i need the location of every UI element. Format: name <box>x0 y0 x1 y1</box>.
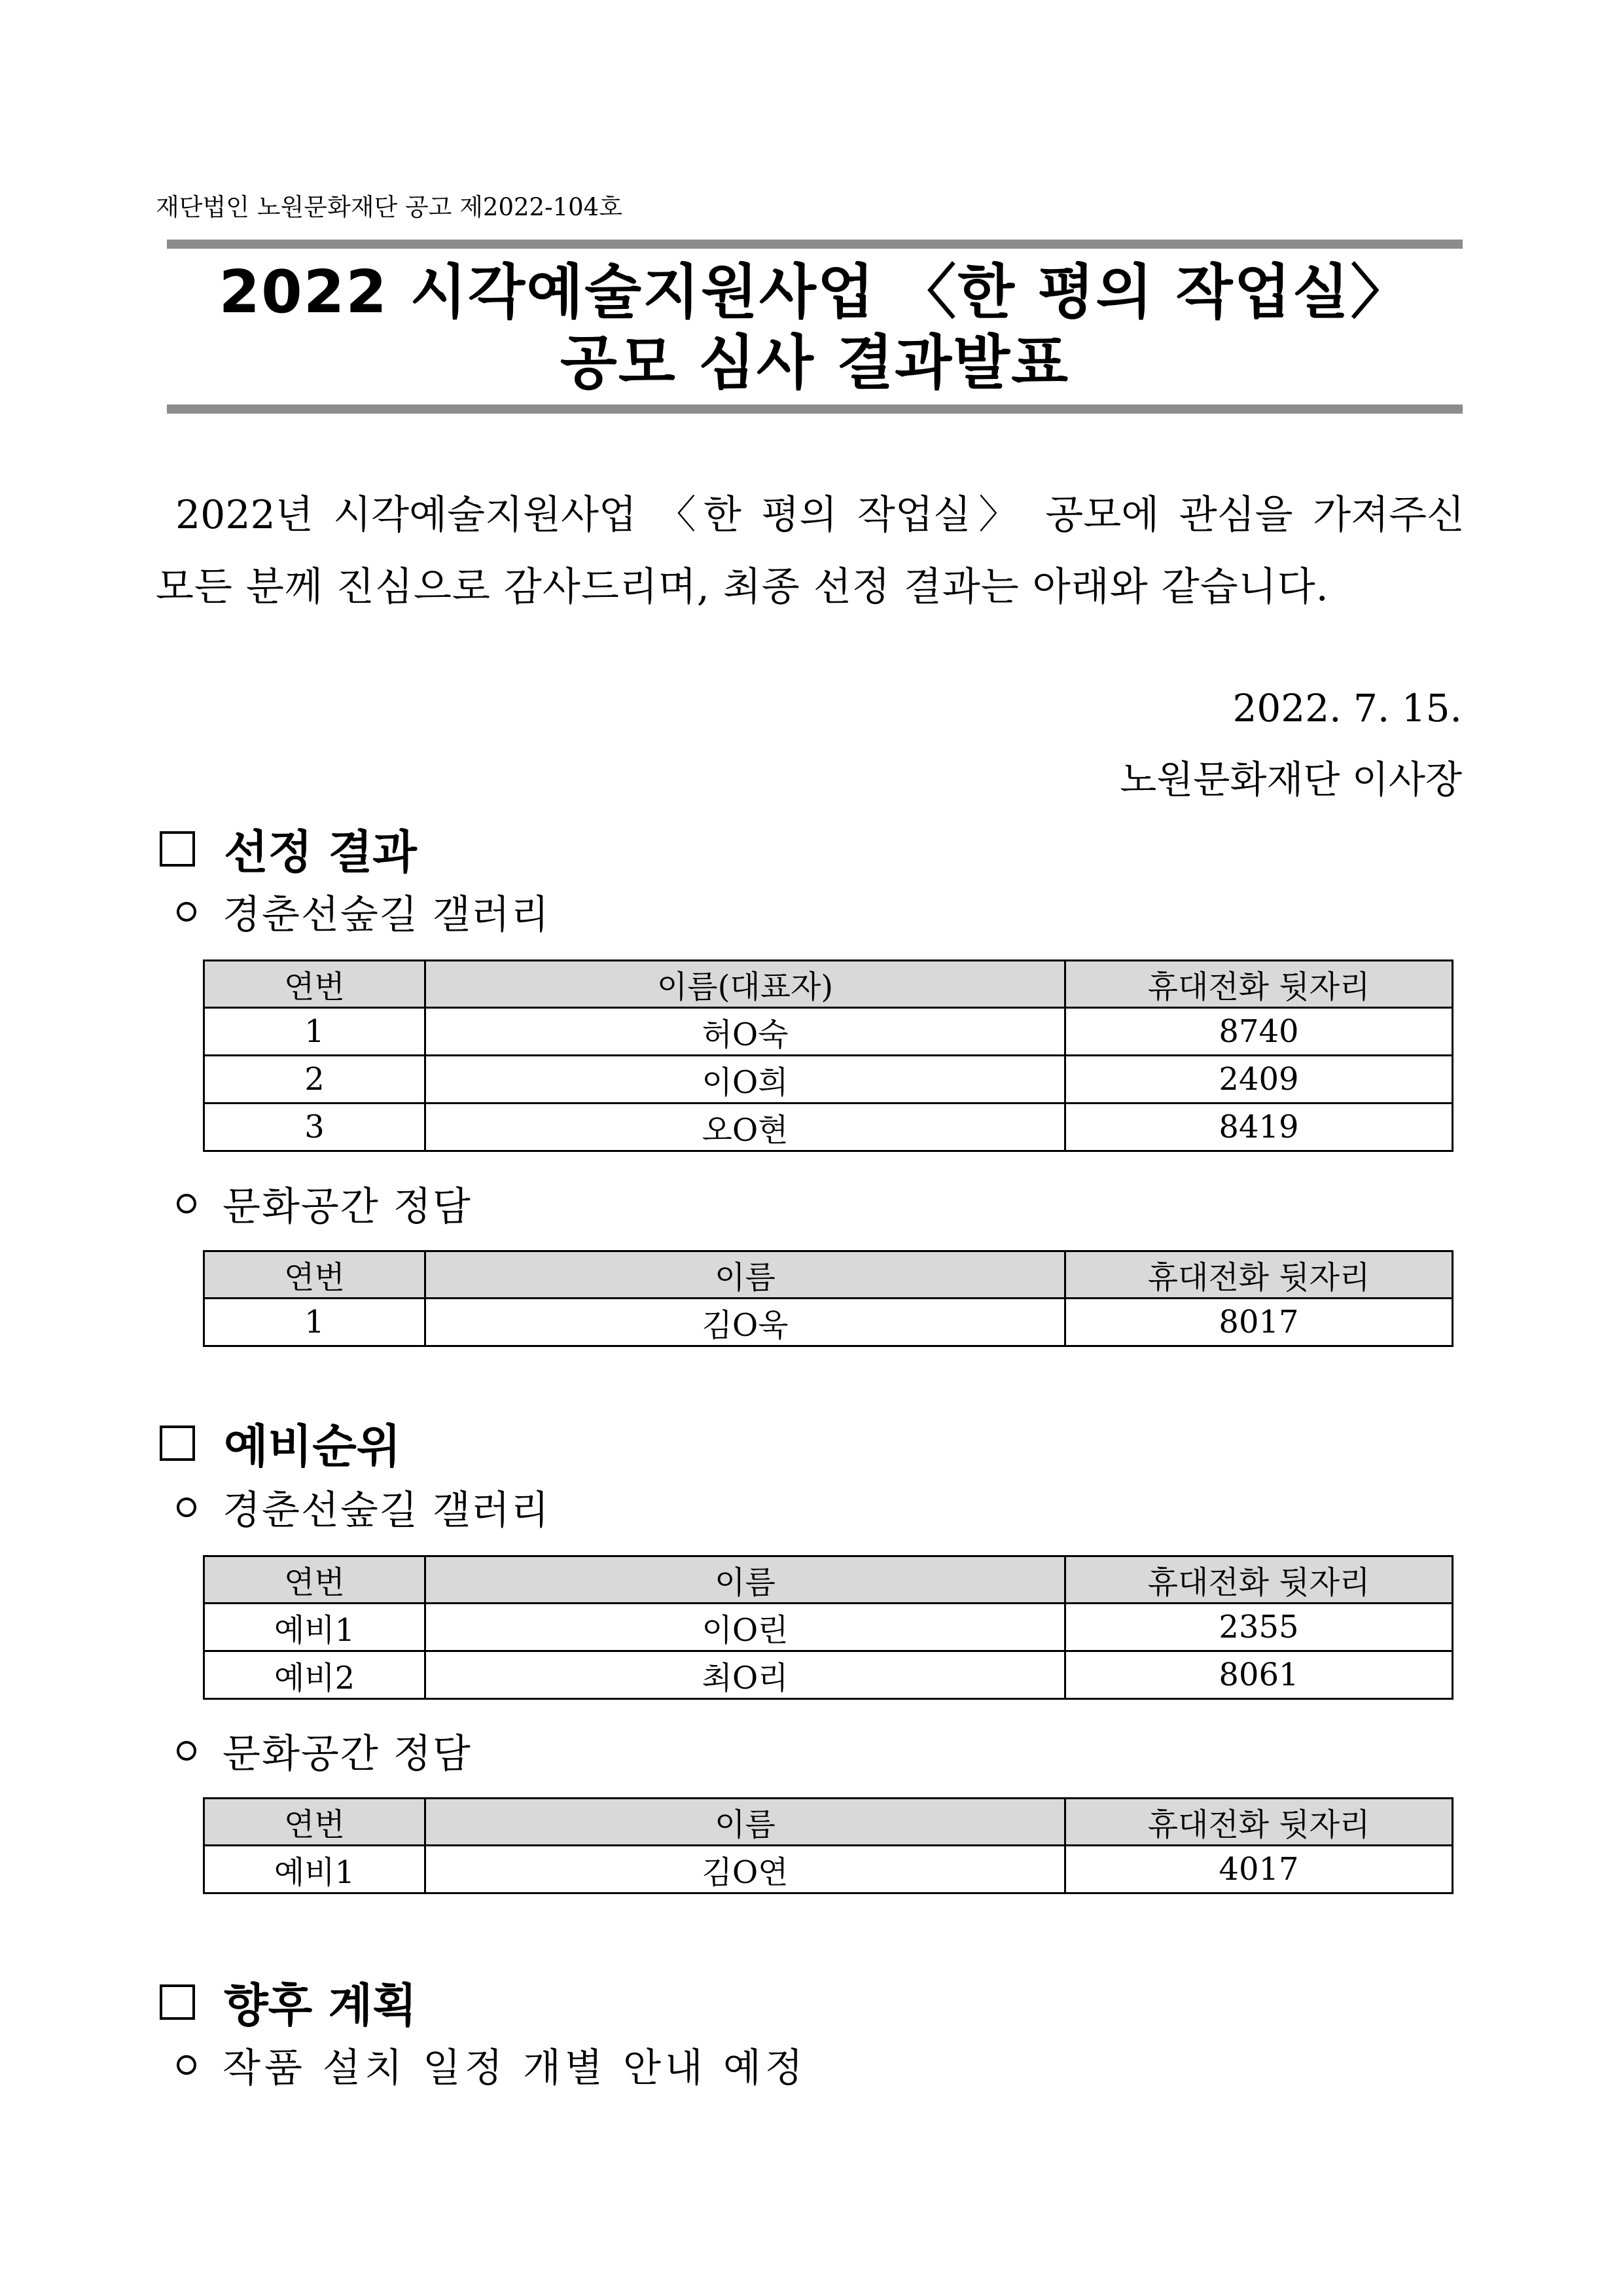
section-selection-heading: 선정 결과 <box>224 825 417 879</box>
col-header-phone: 휴대전화 뒷자리 <box>1065 961 1453 1008</box>
cell-phone: 4017 <box>1065 1846 1453 1893</box>
cell-name: 김O욱 <box>425 1299 1065 1346</box>
table-header-row <box>204 1799 1453 1846</box>
intro-line-1: 2022년 시각예술지원사업 〈한 평의 작업실〉 공모에 관심을 가져주신 <box>175 492 1465 538</box>
table-header-row <box>204 961 1453 1008</box>
table-header-row <box>204 1556 1453 1604</box>
cell-name: 최O리 <box>425 1651 1065 1699</box>
table-row <box>204 1008 1453 1056</box>
table-row <box>204 1103 1453 1151</box>
plan-item <box>177 2037 807 2093</box>
col-header-phone: 휴대전화 뒷자리 <box>1065 1799 1453 1846</box>
section-reserve-heading: 예비순위 <box>224 1420 401 1473</box>
selection-gallery-title: 경춘선숲길 갤러리 <box>223 892 550 938</box>
table-row <box>204 1299 1453 1346</box>
cell-number: 1 <box>204 1008 425 1056</box>
cell-number: 2 <box>204 1056 425 1103</box>
reserve-space-subheading <box>177 1723 472 1779</box>
cell-number: 예비1 <box>204 1604 425 1651</box>
table-row <box>204 1056 1453 1103</box>
title-bottom-rule <box>167 404 1463 414</box>
cell-name: 김O연 <box>425 1846 1065 1893</box>
col-header-name: 이름 <box>425 1251 1065 1299</box>
table-row <box>204 1604 1453 1651</box>
reserve-space-table <box>203 1797 1454 1894</box>
reserve-space-title: 문화공간 정담 <box>223 1731 472 1777</box>
notice-number: 재단법인 노원문화재단 공고 제2022-104호 <box>156 193 622 221</box>
col-header-name: 이름 <box>425 1799 1065 1846</box>
col-header-number: 연번 <box>204 961 425 1008</box>
cell-phone: 8419 <box>1065 1103 1453 1151</box>
circle-bullet-icon <box>177 1194 196 1213</box>
section-plan <box>160 1969 417 2035</box>
intro-paragraph <box>156 479 1465 623</box>
selection-space-title: 문화공간 정담 <box>223 1184 472 1230</box>
cell-number: 예비2 <box>204 1651 425 1699</box>
col-header-name: 이름(대표자) <box>425 961 1065 1008</box>
selection-gallery-table <box>203 960 1454 1152</box>
plan-item-text: 작품 설치 일정 개별 안내 예정 <box>223 2045 807 2091</box>
page-title-line1: 2022 시각예술지원사업 〈한 평의 작업실〉 <box>219 258 1411 327</box>
circle-bullet-icon <box>177 902 196 922</box>
cell-name: 오O현 <box>425 1103 1065 1151</box>
checkbox-square-icon <box>160 831 195 867</box>
checkbox-square-icon <box>160 1984 195 2020</box>
table-header-row <box>204 1251 1453 1299</box>
cell-name: 이O희 <box>425 1056 1065 1103</box>
selection-space-subheading <box>177 1175 472 1232</box>
title-top-rule <box>167 240 1463 249</box>
col-header-phone: 휴대전화 뒷자리 <box>1065 1251 1453 1299</box>
section-plan-heading: 향후 계획 <box>224 1979 417 2032</box>
table-row <box>204 1651 1453 1699</box>
selection-space-table <box>203 1250 1454 1347</box>
cell-name: 허O숙 <box>425 1008 1065 1056</box>
col-header-name: 이름 <box>425 1556 1065 1604</box>
reserve-gallery-subheading <box>177 1479 550 1535</box>
section-selection <box>160 816 417 882</box>
col-header-number: 연번 <box>204 1556 425 1604</box>
cell-phone: 8061 <box>1065 1651 1453 1699</box>
circle-bullet-icon <box>177 1741 196 1761</box>
col-header-number: 연번 <box>204 1251 425 1299</box>
cell-phone: 2355 <box>1065 1604 1453 1651</box>
issuer: 노원문화재단 이사장 <box>1120 757 1462 802</box>
cell-number: 예비1 <box>204 1846 425 1893</box>
section-reserve <box>160 1410 401 1476</box>
page-title-line2: 공모 심사 결과발표 <box>560 329 1070 397</box>
cell-phone: 8017 <box>1065 1299 1453 1346</box>
reserve-gallery-table <box>203 1555 1454 1700</box>
cell-number: 3 <box>204 1103 425 1151</box>
col-header-number: 연번 <box>204 1799 425 1846</box>
circle-bullet-icon <box>177 2055 196 2075</box>
cell-name: 이O린 <box>425 1604 1065 1651</box>
col-header-phone: 휴대전화 뒷자리 <box>1065 1556 1453 1604</box>
cell-phone: 8740 <box>1065 1008 1453 1056</box>
circle-bullet-icon <box>177 1498 196 1517</box>
cell-number: 1 <box>204 1299 425 1346</box>
checkbox-square-icon <box>160 1426 195 1461</box>
intro-line-2: 모든 분께 진심으로 감사드리며, 최종 선정 결과는 아래와 같습니다. <box>156 564 1329 610</box>
selection-gallery-subheading <box>177 884 550 940</box>
reserve-gallery-title: 경춘선숲길 갤러리 <box>223 1488 550 1534</box>
table-row <box>204 1846 1453 1893</box>
announcement-date: 2022. 7. 15. <box>1232 686 1462 730</box>
cell-phone: 2409 <box>1065 1056 1453 1103</box>
